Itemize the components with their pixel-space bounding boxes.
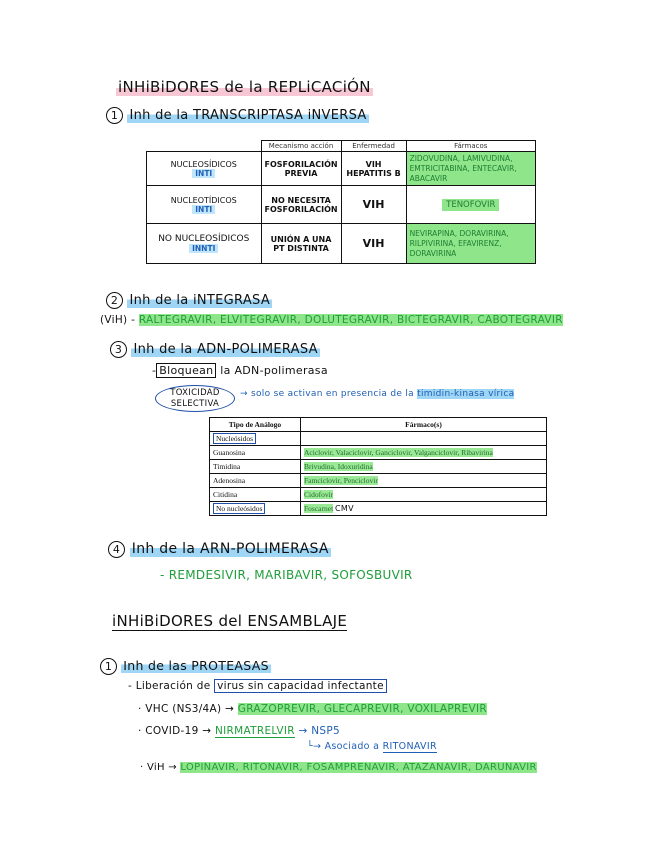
table2-tipo: Adenosina: [210, 474, 301, 488]
bloquean-box: Bloquean: [156, 363, 216, 378]
table1-mech: UNIÓN A UNA PT DISTINTA: [261, 224, 341, 264]
table-row: [147, 224, 536, 264]
table-row: [147, 186, 536, 224]
inti-tag: INTI: [192, 169, 215, 178]
table2-header: Fármaco(s): [301, 418, 547, 432]
table-row: [210, 432, 547, 446]
item2-heading: [106, 292, 272, 309]
table1-drugs: TENOFOVIR: [442, 199, 499, 211]
table2-farmacos: Brivudina, Idoxuridina: [304, 462, 373, 471]
table2-farmacos: Famciclovir, Penciclovir: [304, 476, 378, 485]
table-transcriptasa: [146, 140, 536, 264]
table1-mech: FOSFORILACIÓN PREVIA: [261, 152, 341, 186]
table2-farmacos: Foscarnet: [304, 504, 334, 513]
item3-title: Inh de la ADN-POLIMERASA: [133, 342, 318, 357]
item3-heading: [110, 341, 320, 358]
table2-farmacos: [301, 432, 547, 446]
vih-line: · ViH → LOPINAVIR, RITONAVIR, FOSAMPRENAVIR, ATAZANAVIR, DARUNAVIR: [140, 762, 537, 773]
table1-row-name: NO NUCLEOSÍDICOS INNTI: [147, 224, 262, 264]
toxicidad-oval: TOXICIDAD SELECTIVA: [155, 385, 235, 412]
item5-heading: [100, 658, 271, 675]
table2-tipo: Citidina: [210, 488, 301, 502]
table2-header: Tipo de Análogo: [210, 418, 301, 432]
table2-farmacos: Cidofovir: [304, 490, 334, 499]
integrasa-drugs-line: [100, 314, 563, 326]
table1-drugs: NEVIRAPINA, DORAVIRINA, RILPIVIRINA, EFAVIRENZ, DORAVIRINA: [406, 224, 535, 264]
item5-title: Inh de las PROTEASAS: [123, 658, 269, 673]
nsp5: → NSP5: [298, 725, 340, 737]
ritonavir-underlined: RITONAVIR: [382, 741, 437, 752]
cmv-note: CMV: [335, 504, 354, 513]
table2-tipo: Timidina: [210, 460, 301, 474]
table1-mech: NO NECESITA FOSFORILACIÓN: [261, 186, 341, 224]
bloquean-line: - Bloquean la ADN-polimerasa: [152, 364, 328, 377]
covid-drug: NIRMATRELVIR: [214, 725, 295, 737]
arn-drugs: - REMDESIVIR, MARIBAVIR, SOFOSBUVIR: [160, 568, 413, 582]
table1-disease: VIH: [341, 224, 406, 264]
table2-tipo: Guanosina: [210, 446, 301, 460]
table1-header: Enfermedad: [341, 141, 406, 152]
section-title-replicacion: iNHiBiDORES de la REPLiCACiÓN: [118, 78, 371, 96]
toxicidad-note: → solo se activan en presencia de la timidin-kinasa vírica: [240, 389, 515, 399]
table1-disease: VIH: [341, 186, 406, 224]
item1-heading: [106, 107, 369, 124]
table1-header: Mecanismo acción: [261, 141, 341, 152]
table1-row-name: NUCLEOTÍDICOS INTI: [147, 186, 262, 224]
timidin-kinasa: timidin-kinasa vírica: [417, 389, 515, 399]
vih-drugs: LOPINAVIR, RITONAVIR, FOSAMPRENAVIR, ATAZANAVIR, DARUNAVIR: [180, 762, 537, 773]
table1-row-name: NUCLEOSÍDICOS INTI: [147, 152, 262, 186]
item5-number: 1: [100, 658, 117, 675]
item4-title: Inh de la ARN-POLIMERASA: [131, 541, 329, 557]
virus-box: virus sin capacidad infectante: [214, 679, 387, 693]
table-row: [210, 474, 547, 488]
section-title-ensamblaje: iNHiBiDORES del ENSAMBLAJE: [112, 612, 348, 630]
arrow-right-icon: →: [240, 389, 248, 399]
table2-tipo: No nucleósidos: [213, 503, 265, 514]
vih-prefix: (ViH) -: [100, 314, 136, 326]
table-row: [210, 502, 547, 516]
innti-tag: INNTI: [189, 244, 218, 253]
covid-line: · COVID-19 → NIRMATRELVIR → NSP5: [138, 725, 340, 737]
table1-drugs: ZIDOVUDINA, LAMIVUDINA, EMTRICITABINA, ENTECAVIR, ABACAVIR: [406, 152, 535, 186]
item1-title: Inh de la TRANSCRIPTASA iNVERSA: [129, 108, 367, 123]
integrasa-drugs: RALTEGRAVIR, ELVITEGRAVIR, DOLUTEGRAVIR, BICTEGRAVIR, CABOTEGRAVIR: [138, 314, 563, 326]
table-analogos: [209, 417, 547, 516]
vhc-line: · VHC (NS3/4A) → GRAZOPREVIR, GLECAPREVIR, VOXILAPREVIR: [138, 703, 487, 715]
table-row: [210, 446, 547, 460]
table-row: [210, 488, 547, 502]
table1-disease: VIH HEPATITIS B: [341, 152, 406, 186]
ritonavir-note: └→ Asociado a RITONAVIR: [307, 741, 437, 752]
table2-farmacos: Aciclovir, Valaciclovir, Ganciclovir, Valganciclovir, Ribavirina: [304, 448, 493, 457]
table1-header-row: [147, 141, 536, 152]
table-row: [210, 460, 547, 474]
item3-number: 3: [110, 341, 127, 358]
item4-heading: [108, 541, 331, 558]
table1-header: Fármacos: [406, 141, 535, 152]
liberacion-line: - Liberación de virus sin capacidad infectante: [128, 680, 387, 692]
table2-tipo: Nucleósidos: [213, 433, 256, 444]
table-row: [147, 152, 536, 186]
item4-number: 4: [108, 541, 125, 558]
item1-number: 1: [106, 107, 123, 124]
inti-tag: INTI: [192, 205, 215, 214]
item2-number: 2: [106, 292, 123, 309]
item2-title: Inh de la iNTEGRASA: [129, 293, 271, 308]
vhc-drugs: GRAZOPREVIR, GLECAPREVIR, VOXILAPREVIR: [237, 703, 487, 715]
table2-header-row: [210, 418, 547, 432]
